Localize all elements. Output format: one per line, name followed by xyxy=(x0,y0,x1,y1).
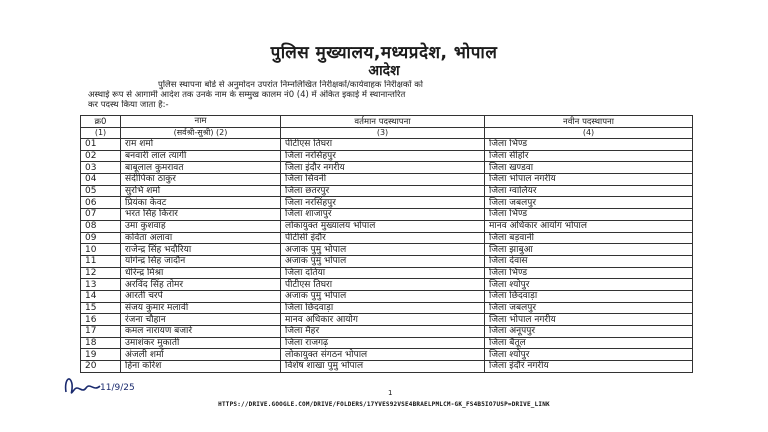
col-number-1: (1) xyxy=(81,128,121,139)
row-serial: 20 xyxy=(81,361,121,373)
table-row xyxy=(81,139,693,151)
row-name: राम शर्मा xyxy=(121,139,281,151)
col-number-2-label: (2) xyxy=(216,128,228,137)
row-serial: 15 xyxy=(81,302,121,314)
row-serial: 10 xyxy=(81,244,121,256)
col-number-2 xyxy=(121,128,281,139)
row-current-posting: जिला दतिया xyxy=(281,267,485,279)
row-name: आरती चरपे xyxy=(121,290,281,302)
row-current-posting: जिला छतरपुर xyxy=(281,185,485,197)
header-new-posting: नवीन पदस्थापना xyxy=(485,116,693,128)
row-name: संदीपिका ठाकुर xyxy=(121,174,281,186)
row-current-posting: जिला मैहर xyxy=(281,326,485,338)
table-row xyxy=(81,326,693,338)
row-new-posting: जिला इंदौर नगरीय xyxy=(485,361,693,373)
handwritten-signature xyxy=(60,370,140,400)
page-number: 1 xyxy=(388,389,393,397)
table-row xyxy=(81,209,693,221)
row-name: भरत सिंह किरार xyxy=(121,209,281,221)
row-current-posting: पीटीसी इंदौर xyxy=(281,232,485,244)
table-row xyxy=(81,361,693,373)
row-current-posting: जिला नरसिंहपुर xyxy=(281,197,485,209)
header-name-line1: नाम xyxy=(194,116,207,126)
row-serial: 04 xyxy=(81,174,121,186)
row-serial: 03 xyxy=(81,162,121,174)
table-row xyxy=(81,197,693,209)
row-current-posting: पीटीएस तिघरा xyxy=(281,279,485,291)
row-name: बनवारी लाल त्यागी xyxy=(121,150,281,162)
table-row xyxy=(81,244,693,256)
row-current-posting: जिला सिवनी xyxy=(281,174,485,186)
transfer-table xyxy=(80,115,693,373)
row-name: कविता अलावा xyxy=(121,232,281,244)
table-row xyxy=(81,162,693,174)
row-serial: 06 xyxy=(81,197,121,209)
row-name: राजेन्द्र सिंह भदौरिया xyxy=(121,244,281,256)
row-current-posting: पीटीएस तिघरा xyxy=(281,139,485,151)
row-serial: 13 xyxy=(81,279,121,291)
row-name: उमाशंकर मुकाती xyxy=(121,337,281,349)
document-subtitle: आदेश xyxy=(368,63,400,79)
row-serial: 14 xyxy=(81,290,121,302)
row-name: अंजली शर्मा xyxy=(121,349,281,361)
row-name: संजय कुमार मलावी xyxy=(121,302,281,314)
row-new-posting: जिला ग्वालियर xyxy=(485,185,693,197)
table-header-row xyxy=(81,116,693,128)
row-new-posting: जिला बड़वानी xyxy=(485,232,693,244)
row-serial: 11 xyxy=(81,255,121,267)
intro-line-2: अस्थाई रूप से आगामी आदेश तक उनके नाम के सम्मुख कालम नं0 (4) में अंकित इकाई में स्थानान्तरित xyxy=(88,90,406,100)
row-name: उमा कुशवाह xyxy=(121,220,281,232)
row-new-posting: जिला सीहोर xyxy=(485,150,693,162)
table-row xyxy=(81,314,693,326)
table-row xyxy=(81,279,693,291)
row-serial: 19 xyxy=(81,349,121,361)
table-row xyxy=(81,185,693,197)
row-new-posting: जिला भिण्ड xyxy=(485,209,693,221)
row-new-posting: जिला जबलपुर xyxy=(485,302,693,314)
row-current-posting: लोकायुक्त संगठन भोपाल xyxy=(281,349,485,361)
row-serial: 09 xyxy=(81,232,121,244)
row-serial: 16 xyxy=(81,314,121,326)
row-name: धीरेन्द्र मिश्रा xyxy=(121,267,281,279)
row-name: हिना कोरेश xyxy=(121,361,281,373)
row-current-posting: जिला शाजापुर xyxy=(281,209,485,221)
row-current-posting: जिला राजगढ़ xyxy=(281,337,485,349)
col-number-4: (4) xyxy=(485,128,693,139)
intro-paragraph xyxy=(88,80,688,110)
header-name-line2: (सर्वश्री-सुश्री) xyxy=(173,128,214,137)
table-row xyxy=(81,255,693,267)
table-row xyxy=(81,337,693,349)
row-new-posting: जिला झाबुआ xyxy=(485,244,693,256)
table-row xyxy=(81,220,693,232)
row-new-posting: मानव अधिकार आयोग भोपाल xyxy=(485,220,693,232)
row-new-posting: जिला देवास xyxy=(485,255,693,267)
row-current-posting: अजाक पुमु भोपाल xyxy=(281,244,485,256)
row-new-posting: जिला छिंदवाड़ा xyxy=(485,290,693,302)
row-serial: 17 xyxy=(81,326,121,338)
row-serial: 18 xyxy=(81,337,121,349)
row-new-posting: जिला भिण्ड xyxy=(485,139,693,151)
row-name: योगेन्द्र सिंह जादौन xyxy=(121,255,281,267)
row-serial: 07 xyxy=(81,209,121,221)
row-name: कमल नारायण बजारे xyxy=(121,326,281,338)
row-current-posting: जिला छिंदवाड़ा xyxy=(281,302,485,314)
table-row xyxy=(81,267,693,279)
row-current-posting: मानव अधिकार आयोग xyxy=(281,314,485,326)
row-serial: 05 xyxy=(81,185,121,197)
intro-line-1: पुलिस स्थापना बोर्ड से अनुमोदन उपरांत निम्नलिखित निरीक्षकों/कार्यवाहक निरीक्षकों को xyxy=(158,80,423,90)
intro-line-3: कर पदस्थ किया जाता है:- xyxy=(88,100,169,110)
table-row xyxy=(81,302,693,314)
row-current-posting: जिला इंदौर नगरीय xyxy=(281,162,485,174)
header-name xyxy=(121,116,281,128)
row-new-posting: जिला बैतूल xyxy=(485,337,693,349)
row-serial: 01 xyxy=(81,139,121,151)
row-name: अरविंद सिंह तोमर xyxy=(121,279,281,291)
row-new-posting: जिला जबलपुर xyxy=(485,197,693,209)
signature-date: 11/9/25 xyxy=(100,383,135,393)
header-current-posting: वर्तमान पदस्थापना xyxy=(281,116,485,128)
row-new-posting: जिला भोपाल नगरीय xyxy=(485,174,693,186)
row-serial: 02 xyxy=(81,150,121,162)
table-row xyxy=(81,150,693,162)
document-title: पुलिस मुख्यालय,मध्यप्रदेश, भोपाल xyxy=(270,43,498,63)
row-serial: 08 xyxy=(81,220,121,232)
row-serial: 12 xyxy=(81,267,121,279)
row-new-posting: जिला खण्डवा xyxy=(485,162,693,174)
header-serial: क्र0 xyxy=(81,116,121,128)
drive-link[interactable]: HTTPS://DRIVE.GOOGLE.COM/DRIVE/FOLDERS/17YVES92VSE4BRAELPMLCM-GK_FS4B5IO7USP=DRIVE_LINK xyxy=(218,401,550,408)
row-current-posting: विशेष शाखा पुमु भोपाल xyxy=(281,361,485,373)
table-row xyxy=(81,232,693,244)
table-row xyxy=(81,349,693,361)
table-body xyxy=(81,139,693,373)
row-new-posting: जिला अनूपपुर xyxy=(485,326,693,338)
col-number-3: (3) xyxy=(281,128,485,139)
table-row xyxy=(81,174,693,186)
row-name: सुरभि शर्मा xyxy=(121,185,281,197)
row-current-posting: लोकायुक्त मुख्यालय भोपाल xyxy=(281,220,485,232)
row-new-posting: जिला भिण्ड xyxy=(485,267,693,279)
row-current-posting: अजाक पुमु भोपाल xyxy=(281,290,485,302)
row-current-posting: अजाक पुमु भोपाल xyxy=(281,255,485,267)
table-row xyxy=(81,290,693,302)
row-new-posting: जिला श्योपुर xyxy=(485,279,693,291)
row-name: बाबूलाल कुमरावत xyxy=(121,162,281,174)
column-number-row xyxy=(81,128,693,139)
row-name: रंजना चौहान xyxy=(121,314,281,326)
row-name: प्रियंका केवट xyxy=(121,197,281,209)
row-new-posting: जिला श्योपुर xyxy=(485,349,693,361)
row-current-posting: जिला नरसिंहपुर xyxy=(281,150,485,162)
row-new-posting: जिला भोपाल नगरीय xyxy=(485,314,693,326)
